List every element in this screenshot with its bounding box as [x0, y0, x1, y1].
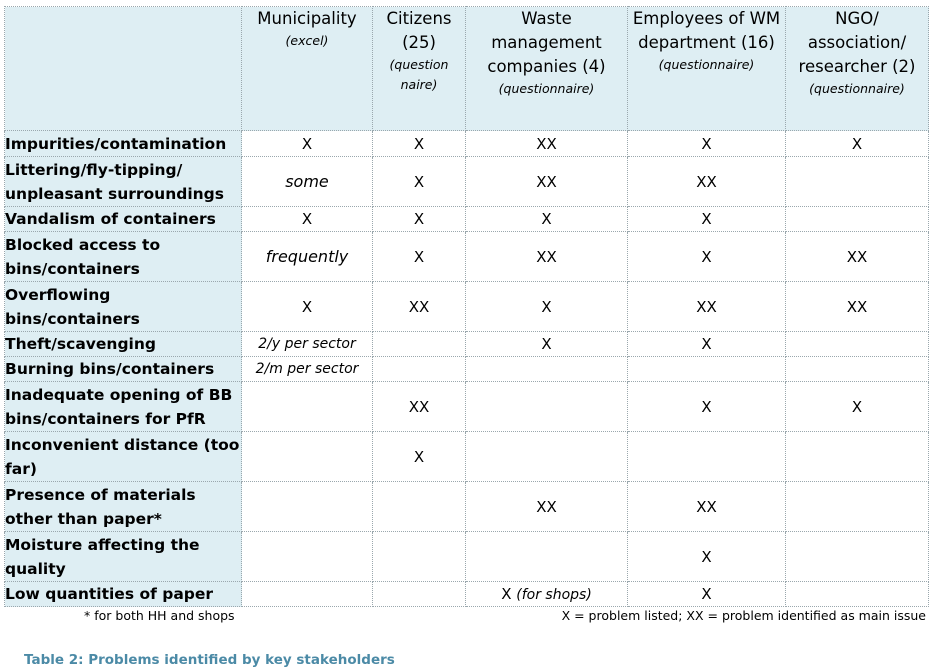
column-header-citizens [373, 7, 466, 131]
table-row [5, 131, 929, 157]
stakeholder-problems-table [4, 6, 929, 607]
table-cell: XX [628, 482, 786, 532]
table-cell: X [373, 207, 466, 232]
table-cell [466, 357, 628, 382]
column-subtitle: (questionnaire) [498, 81, 595, 96]
table-cell: X [242, 282, 373, 332]
table-cell [373, 357, 466, 382]
column-header-ngo-association-researcher [786, 7, 929, 131]
table-cell: X [242, 207, 373, 232]
table-cell: XX [628, 157, 786, 207]
column-subtitle: (questionnaire) [658, 57, 755, 72]
column-header-employees-wm-department [628, 7, 786, 131]
table-cell [786, 532, 929, 582]
column-subtitle: (excel) [285, 33, 329, 48]
table-cell: 2/y per sector [242, 332, 373, 357]
table-cell: X [786, 131, 929, 157]
table-cell [466, 532, 628, 582]
row-label: Impurities/contamination [5, 131, 242, 157]
column-header-waste-management-companies [466, 7, 628, 131]
table-row [5, 207, 929, 232]
header-row [5, 7, 929, 131]
table-cell: X [373, 157, 466, 207]
column-title: NGO/ association/ researcher (2) [798, 9, 916, 76]
table-cell [786, 432, 929, 482]
table-cell: XX [786, 232, 929, 282]
table-cell: X [466, 207, 628, 232]
table-cell [466, 382, 628, 432]
table-row [5, 482, 929, 532]
table-cell [786, 582, 929, 607]
table-cell: X [628, 232, 786, 282]
table-row [5, 157, 929, 207]
table-cell [786, 482, 929, 532]
table-cell [628, 432, 786, 482]
table-row [5, 432, 929, 482]
table-cell: X [373, 432, 466, 482]
row-label: Blocked access to bins/containers [5, 232, 242, 282]
row-label: Vandalism of containers [5, 207, 242, 232]
column-title: Waste management companies (4) [487, 9, 606, 76]
legend-note: X = problem listed; XX = problem identified as main issue [561, 608, 926, 623]
table-cell [373, 532, 466, 582]
table-cell: XX [786, 282, 929, 332]
table-cell: XX [466, 131, 628, 157]
table-cell [466, 582, 628, 607]
table-cell: some [242, 157, 373, 207]
table-cell [786, 357, 929, 382]
table-cell: X [786, 382, 929, 432]
table-cell: XX [373, 282, 466, 332]
table-cell [466, 432, 628, 482]
column-title: Municipality [257, 9, 357, 28]
row-label: Inadequate opening of BB bins/containers for PfR [5, 382, 242, 432]
row-label: Littering/fly-tipping/ unpleasant surroundings [5, 157, 242, 207]
column-header-municipality [242, 7, 373, 131]
table-row [5, 532, 929, 582]
table-caption: Table 2: Problems identified by key stakeholders [24, 652, 395, 668]
row-label: Moisture affecting the quality [5, 532, 242, 582]
table-cell: X [373, 232, 466, 282]
column-title: Employees of WM department (16) [632, 9, 781, 52]
table-row [5, 232, 929, 282]
table-cell [242, 432, 373, 482]
shops-note: (for shops) [516, 587, 592, 603]
column-title: Citizens (25) [386, 9, 452, 52]
table-cell: X [628, 582, 786, 607]
table-cell [373, 482, 466, 532]
table-cell [786, 157, 929, 207]
table-cell [242, 382, 373, 432]
table-cell: X [242, 131, 373, 157]
table-cell: XX [628, 282, 786, 332]
table-cell: X [628, 382, 786, 432]
row-label: Burning bins/containers [5, 357, 242, 382]
table-cell: 2/m per sector [242, 357, 373, 382]
table-row [5, 282, 929, 332]
column-subtitle: (questionnaire) [809, 81, 905, 96]
row-label: Theft/scavenging [5, 332, 242, 357]
table-cell [242, 482, 373, 532]
table-cell: frequently [242, 232, 373, 282]
table-cell: XX [466, 232, 628, 282]
table-row [5, 357, 929, 382]
table-cell [242, 532, 373, 582]
table-cell [786, 332, 929, 357]
table-cell: X [466, 282, 628, 332]
table-cell: X [628, 532, 786, 582]
table-cell: XX [466, 482, 628, 532]
table-row [5, 582, 929, 607]
row-label: Presence of materials other than paper* [5, 482, 242, 532]
table-cell [242, 582, 373, 607]
table-row [5, 382, 929, 432]
table-cell: X [628, 207, 786, 232]
table-cell [373, 582, 466, 607]
table-cell [628, 357, 786, 382]
table-cell [373, 332, 466, 357]
row-label: Overflowing bins/containers [5, 282, 242, 332]
table-cell [786, 207, 929, 232]
header-corner [5, 7, 242, 131]
footnote-shops: * for both HH and shops [84, 608, 235, 623]
table-cell: X [466, 332, 628, 357]
table-cell: X [628, 131, 786, 157]
table-cell: X [628, 332, 786, 357]
table-cell: X [373, 131, 466, 157]
cell-value: X [501, 585, 512, 603]
column-subtitle: (question naire) [389, 57, 449, 92]
table-cell: XX [466, 157, 628, 207]
row-label: Inconvenient distance (too far) [5, 432, 242, 482]
table-cell: XX [373, 382, 466, 432]
row-label: Low quantities of paper [5, 582, 242, 607]
table-row [5, 332, 929, 357]
